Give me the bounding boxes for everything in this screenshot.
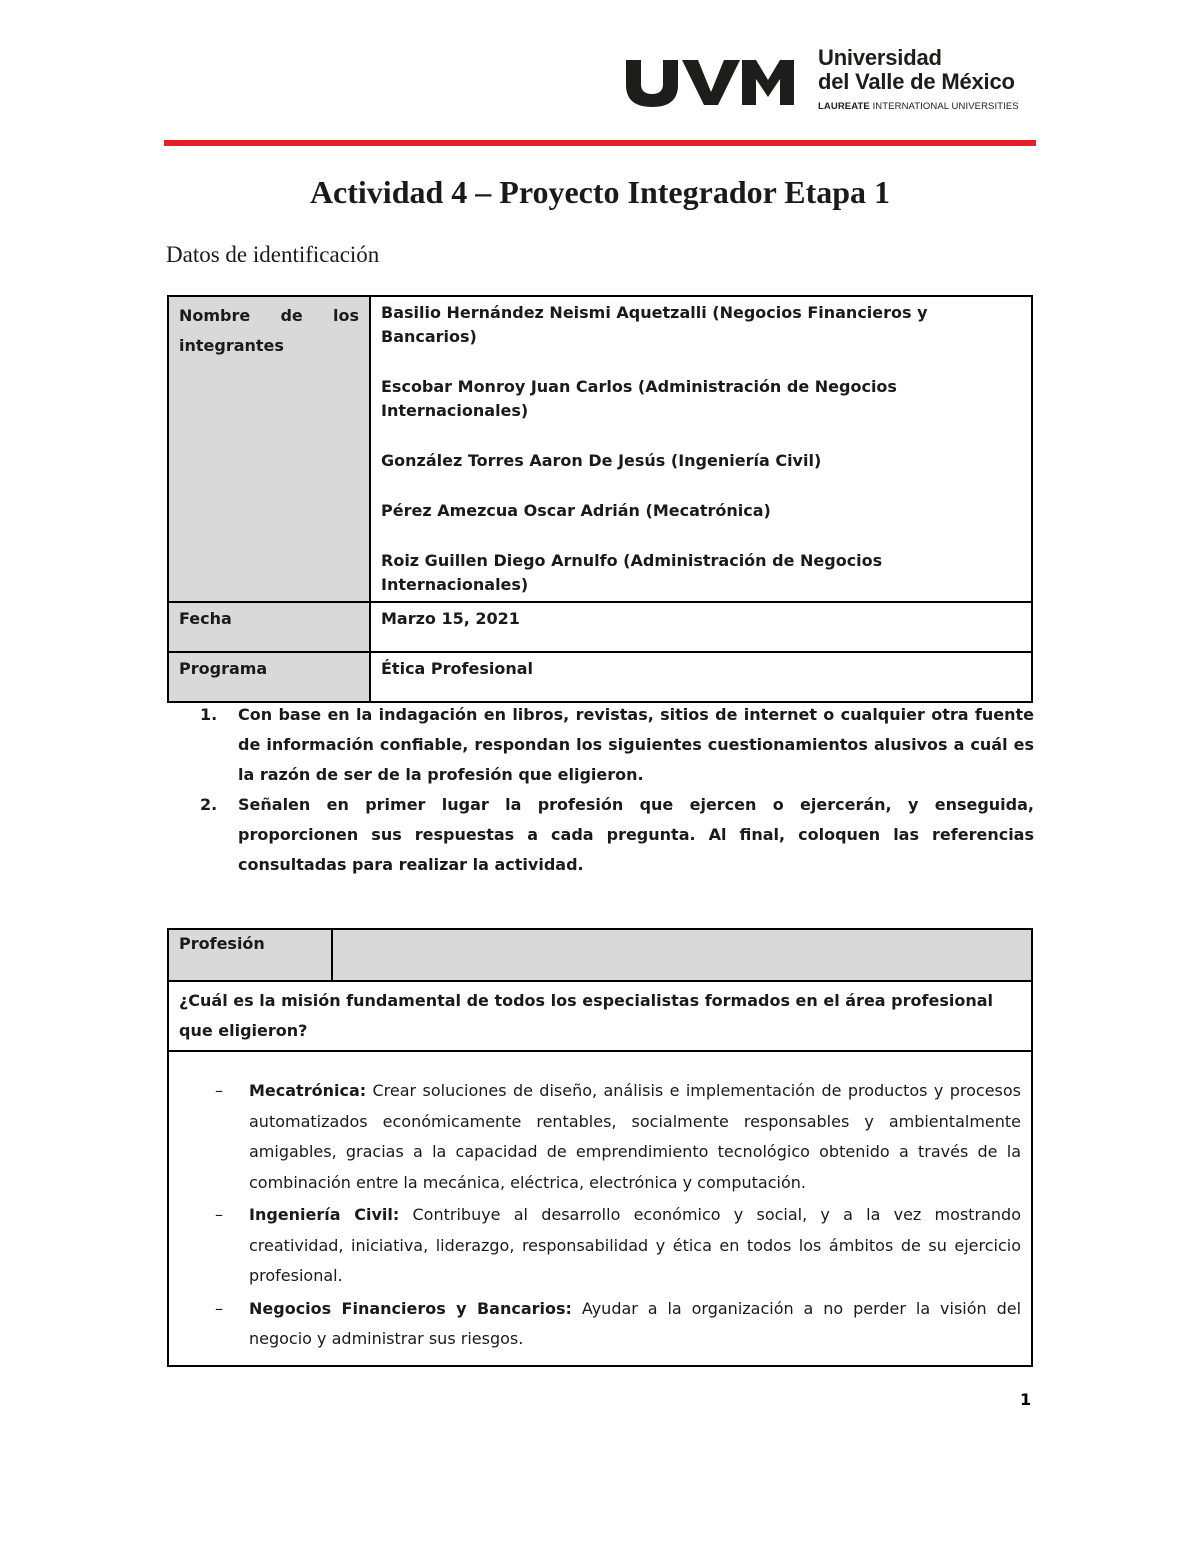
instruction-number: 1. (200, 705, 218, 724)
date-label: Fecha (168, 602, 370, 652)
instruction-item (198, 700, 1034, 790)
answer-item (179, 1076, 1021, 1198)
members-row (168, 296, 1032, 602)
answer-term: Mecatrónica: (249, 1081, 367, 1100)
member-name: Escobar Monroy Juan Carlos (Administración de Negocios Internacionales) (381, 377, 897, 420)
program-value: Ética Profesional (370, 652, 1032, 702)
member-name: Basilio Hernández Neismi Aquetzalli (Negocios Financieros y Bancarios) (381, 303, 928, 346)
answer-dash: – (215, 1081, 223, 1100)
answer-row (168, 1051, 1032, 1366)
profession-label: Profesión (168, 929, 332, 981)
member-name: Pérez Amezcua Oscar Adrián (Mecatrónica) (381, 501, 771, 520)
instruction-text: Con base en la indagación en libros, revistas, sitios de internet o cualquier otra fuente de información confiable, respondan los siguientes cuestionamientos alusivos a cuál es la razón de ser de la profesión que eligieron. (238, 705, 1034, 784)
answer-text: Contribuye al desarrollo económico y social, y a la vez mostrando creatividad, iniciativa, liderazgo, responsabilidad y ética en todos los ámbitos de su ejercicio profesional. (249, 1205, 1021, 1285)
date-row (168, 602, 1032, 652)
member-name: Roiz Guillen Diego Arnulfo (Administración de Negocios Internacionales) (381, 551, 883, 594)
page-number: 1 (1020, 1390, 1032, 1409)
answer-term: Ingeniería Civil: (249, 1205, 400, 1224)
answers-list (179, 1076, 1021, 1355)
answer-term: Negocios Financieros y Bancarios: (249, 1298, 572, 1318)
laureate-rest: INTERNATIONAL UNIVERSITIES (869, 101, 1019, 112)
answer-dash: – (215, 1298, 223, 1318)
answer-text: Ayudar a la organización a no perder la visión del negocio y administrar sus riesgos. (249, 1298, 1022, 1348)
instructions-list (198, 700, 1034, 880)
program-row (168, 652, 1032, 702)
answer-dash: – (215, 1205, 223, 1224)
answer-cell (168, 1051, 1032, 1366)
profession-table (167, 928, 1033, 1367)
document-title: Actividad 4 – Proyecto Integrador Etapa 1 (309, 174, 891, 210)
university-name-line1: Universidad (818, 45, 942, 70)
answer-text: Crear soluciones de diseño, análisis e implementación de productos y procesos automatizados económicamente rentables, socialmente responsables y ambientalmente amigables, gracias a la capacidad de emprendimiento tecnológico obtenido a través de la combinación entre la mecánica, eléctrica, electrónica y computación. (249, 1081, 1021, 1192)
member-name: González Torres Aaron De Jesús (Ingeniería Civil) (381, 451, 822, 470)
section-title: Datos de identificación (166, 242, 380, 267)
instruction-text: Señalen en primer lugar la profesión que ejercen o ejercerán, y enseguida, proporcionen sus respuestas a cada pregunta. Al final, coloquen las referencias consultadas para realizar la actividad. (238, 795, 1034, 874)
laureate-bold: LAUREATE (818, 101, 870, 112)
question-text: ¿Cuál es la misión fundamental de todos los especialistas formados en el área profesional que eligieron? (168, 981, 1032, 1051)
laureate-tagline (818, 101, 1019, 112)
answer-item (179, 1200, 1021, 1292)
university-name (818, 46, 1015, 94)
profession-row (168, 929, 1032, 981)
instruction-item (198, 790, 1034, 880)
members-value-cell (370, 296, 1032, 602)
members-label-cell (168, 296, 370, 602)
program-label: Programa (168, 652, 370, 702)
date-value: Marzo 15, 2021 (370, 602, 1032, 652)
identification-table (167, 295, 1033, 703)
answer-item (179, 1294, 1021, 1355)
instruction-number: 2. (200, 795, 218, 814)
profession-value (332, 929, 1032, 981)
members-label: Nombre de los integrantes (179, 306, 359, 355)
header-red-rule (164, 140, 1036, 146)
question-row (168, 981, 1032, 1051)
university-name-line2: del Valle de México (818, 69, 1015, 94)
